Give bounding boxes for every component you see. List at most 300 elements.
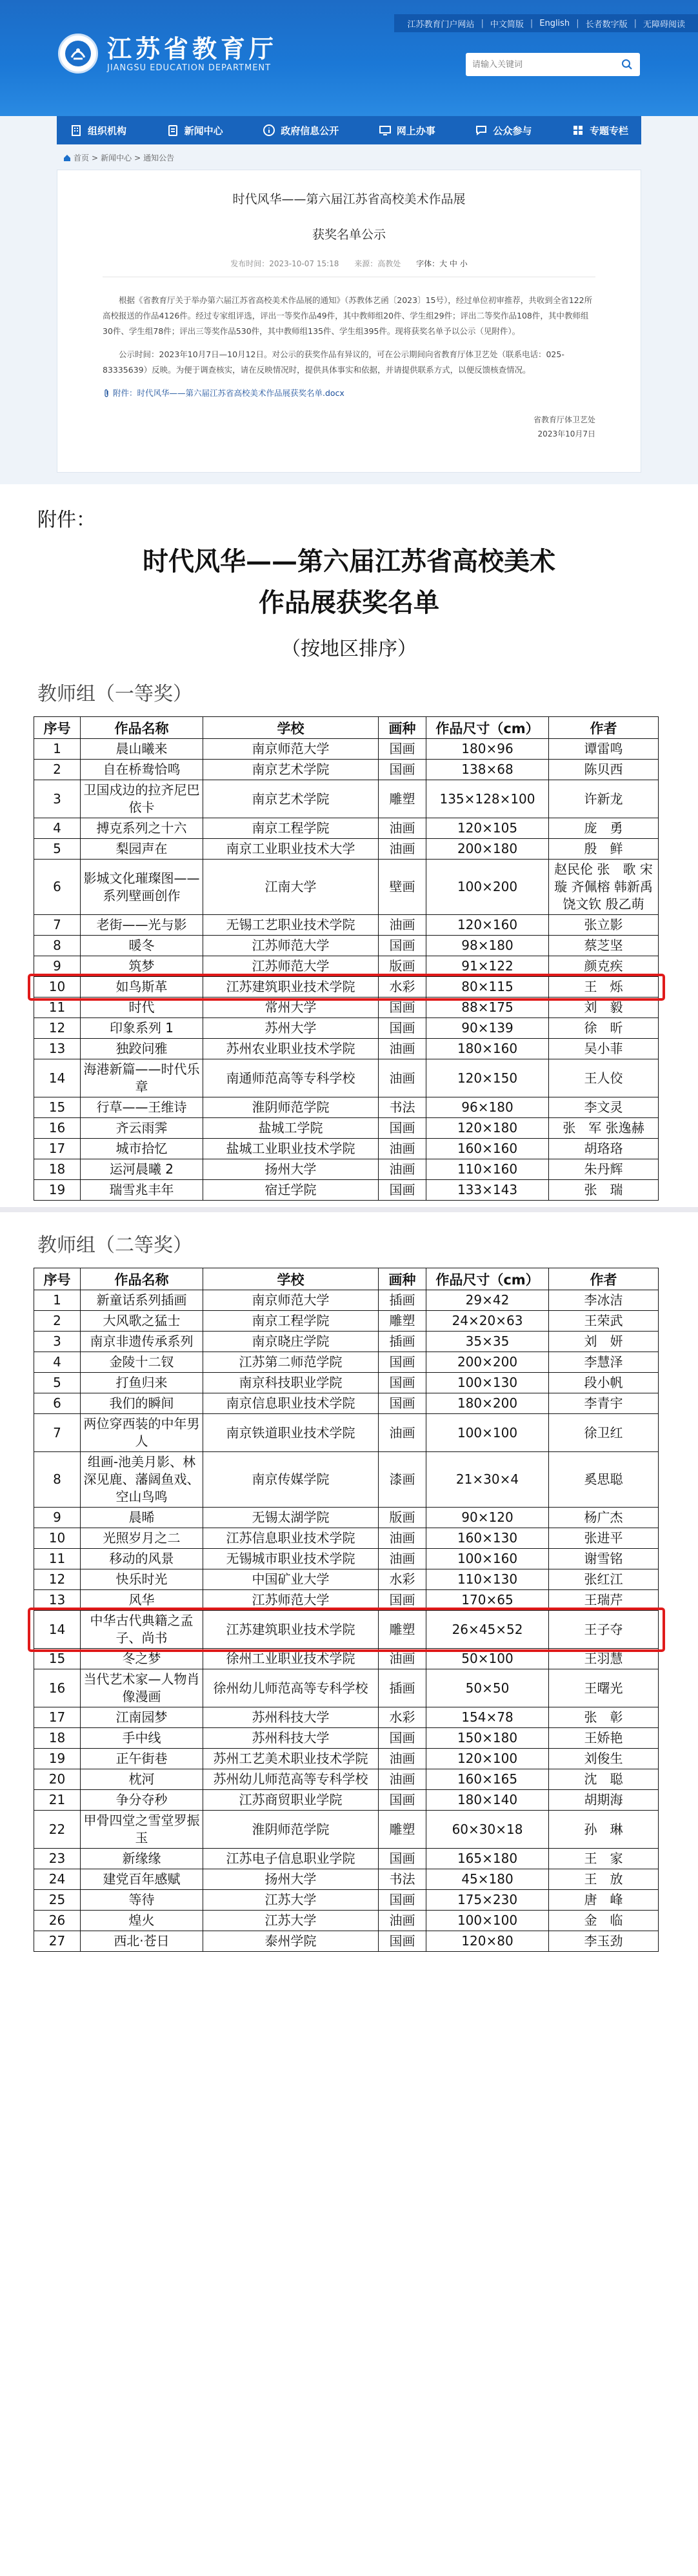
table-cell: 100×100 [426,1911,549,1931]
table-cell: 24 [34,1869,81,1890]
table-cell: 油画 [379,1139,426,1159]
table-cell: 蔡芝坚 [549,936,659,956]
table-cell: 27 [34,1931,81,1952]
table-row [34,1707,659,1728]
table-cell: 运河晨曦 2 [81,1159,203,1180]
table-cell: 2 [34,760,81,780]
table-cell: 35×35 [426,1332,549,1352]
table-cell: 45×180 [426,1869,549,1890]
table-row [34,1097,659,1118]
table-cell: 22 [34,1811,81,1849]
article-subtitle: 获奖名单公示 [312,228,386,242]
table-row [34,1414,659,1452]
table-row [34,915,659,936]
table-cell: 王 放 [549,1869,659,1890]
table-cell: 油画 [379,1059,426,1097]
table-cell: 行草——王维诗 [81,1097,203,1118]
table-cell: 组画-池美月影、林深见鹿、藩阔鱼戏、空山鸟鸣 [81,1452,203,1508]
table-cell: 国画 [379,936,426,956]
table-cell: 160×160 [426,1139,549,1159]
column-header: 作品名称 [81,1268,203,1290]
table-row [34,956,659,977]
table-cell: 18 [34,1728,81,1749]
table-row [34,1290,659,1311]
table-cell: 甲骨四堂之雪堂罗振玉 [81,1811,203,1849]
table-row [34,998,659,1018]
table-cell: 梨园声在 [81,839,203,860]
table-cell: 油画 [379,818,426,839]
breadcrumb: 首页 > 新闻中心 > 通知公告 [63,152,698,163]
table-cell: 国画 [379,1373,426,1393]
table-cell: 7 [34,1414,81,1452]
table-cell: 扬州大学 [203,1159,379,1180]
table-row [34,1311,659,1332]
table-cell: 15 [34,1097,81,1118]
attachment-name: 附件：时代风华——第六届江苏省高校美术作品展获奖名单.docx [113,388,344,398]
emblem-icon [58,34,98,74]
table-cell: 南京铁道职业技术学院 [203,1414,379,1452]
nav-item-online-services[interactable] [379,124,435,137]
table-cell: 29×42 [426,1290,549,1311]
table-cell: 金 临 [549,1911,659,1931]
table-cell: 中国矿业大学 [203,1569,379,1590]
table-cell: 无锡太湖学院 [203,1508,379,1528]
table-cell: 180×140 [426,1790,549,1811]
table-cell: 新缘缘 [81,1849,203,1869]
site-header [0,0,698,137]
table-cell: 120×80 [426,1931,549,1952]
table-row [34,1118,659,1139]
table-cell: 26 [34,1911,81,1931]
table-cell: 25 [34,1890,81,1911]
table-row [34,1811,659,1849]
column-header: 作品尺寸（cm） [426,1268,549,1290]
column-header: 画种 [379,717,426,739]
table-header-row [34,1268,659,1290]
table-cell: 19 [34,1749,81,1769]
table-cell: 50×100 [426,1649,549,1669]
column-header: 作品名称 [81,717,203,739]
table-cell: 王曙光 [549,1669,659,1707]
table-row [34,1890,659,1911]
table-cell: 苏州科技大学 [203,1728,379,1749]
table-cell: 26×45×52 [426,1611,549,1649]
column-header: 作者 [549,1268,659,1290]
breadcrumb-home[interactable]: 首页 [74,153,90,162]
table-cell: 筑梦 [81,956,203,977]
site-title: 江苏省教育厅 [107,34,278,63]
table-row [34,1569,659,1590]
table-cell: 卫国戍边的拉齐尼巴依卡 [81,780,203,818]
table-row [34,1039,659,1059]
table-cell: 枕河 [81,1769,203,1790]
table-cell: 煌火 [81,1911,203,1931]
table-cell: 油画 [379,1769,426,1790]
table-row [34,1649,659,1669]
table-row [34,1159,659,1180]
table-cell: 张 瑞 [549,1180,659,1201]
table-cell: 180×96 [426,739,549,760]
table-cell: 16 [34,1669,81,1707]
table-cell: 许新龙 [549,780,659,818]
table-cell: 南京工程学院 [203,818,379,839]
table-cell: 李文灵 [549,1097,659,1118]
table-cell: 165×180 [426,1849,549,1869]
table-cell: 王娇艳 [549,1728,659,1749]
table-cell: 油画 [379,1414,426,1452]
table-cell: 1 [34,1290,81,1311]
table-cell: 李玉劲 [549,1931,659,1952]
table-cell: 国画 [379,998,426,1018]
top-link-accessible[interactable]: 无障碍阅读 [643,19,685,30]
table-row [34,1180,659,1201]
top-link-portal[interactable]: 江苏教育门户网站 [407,19,475,30]
nav-item-participation[interactable] [475,124,532,137]
table-cell: 国画 [379,1352,426,1373]
table-cell: 李慧泽 [549,1352,659,1373]
table-cell: 自在桥鸯恰鸣 [81,760,203,780]
sign-org: 省教育厅体卫艺处 [533,415,595,424]
sort-note: （按地区排序） [281,638,417,660]
table-row [34,739,659,760]
table-row [34,1611,659,1649]
table-cell: 国画 [379,1849,426,1869]
table-cell: 110×160 [426,1159,549,1180]
table-cell: 13 [34,1590,81,1611]
table-cell: 江苏电子信息职业学院 [203,1849,379,1869]
table-cell: 常州大学 [203,998,379,1018]
table-cell: 120×160 [426,915,549,936]
table-cell: 国画 [379,1180,426,1201]
table-cell: 两位穿西装的中年男人 [81,1414,203,1452]
table-cell: 国画 [379,1890,426,1911]
table-row [34,1373,659,1393]
table-cell: 11 [34,1549,81,1569]
table-cell: 胡珞珞 [549,1139,659,1159]
table-cell: 120×105 [426,818,549,839]
table-row [34,1508,659,1528]
table-cell: 6 [34,860,81,915]
table-cell: 98×180 [426,936,549,956]
table-cell: 江苏信息职业技术学院 [203,1528,379,1549]
table-cell: 徐州工业职业技术学院 [203,1649,379,1669]
table-cell: 9 [34,956,81,977]
table-cell: 移动的风景 [81,1549,203,1569]
group-heading-first-prize: 教师组（一等奖） [37,683,192,705]
table-cell: 24×20×63 [426,1311,549,1332]
column-header: 学校 [203,1268,379,1290]
table-cell: 江苏师范大学 [203,956,379,977]
table-cell: 老街——光与影 [81,915,203,936]
table-cell: 王 家 [549,1849,659,1869]
table-cell: 1 [34,739,81,760]
attachment-link[interactable] [103,386,595,401]
table-cell: 油画 [379,1911,426,1931]
table-cell: 颜克疾 [549,956,659,977]
table-cell: 张进平 [549,1528,659,1549]
table-cell: 91×122 [426,956,549,977]
table-cell: 搏克系列之十六 [81,818,203,839]
table-cell: 手中线 [81,1728,203,1749]
column-header: 作品尺寸（cm） [426,717,549,739]
table-cell: 漆画 [379,1452,426,1508]
table-cell: 沈 聪 [549,1769,659,1790]
table-row [34,860,659,915]
table-cell: 壁画 [379,860,426,915]
table-cell: 90×139 [426,1018,549,1039]
table-cell: 风华 [81,1590,203,1611]
table-cell: 南京传媒学院 [203,1452,379,1508]
table-cell: 国画 [379,1118,426,1139]
table-cell: 雕塑 [379,780,426,818]
table-cell: 海港新篇——时代乐章 [81,1059,203,1097]
table-cell: 150×180 [426,1728,549,1749]
table-cell: 南京信息职业技术学院 [203,1393,379,1414]
article-zone [0,116,698,484]
table-cell: 无锡工艺职业技术学院 [203,915,379,936]
table-cell: 3 [34,780,81,818]
search-input[interactable] [466,60,614,70]
table-cell: 插画 [379,1669,426,1707]
table-cell: 国画 [379,1728,426,1749]
table-cell: 17 [34,1139,81,1159]
table-cell: 李青宇 [549,1393,659,1414]
publish-date: 发布时间：2023-10-07 15:18 [230,259,339,268]
article-meta [103,258,595,277]
table-cell: 16 [34,1118,81,1139]
table-cell: 雕塑 [379,1611,426,1649]
table-cell: 100×130 [426,1373,549,1393]
table-cell: 殷 鲜 [549,839,659,860]
column-header: 序号 [34,1268,81,1290]
table-cell: 江苏大学 [203,1890,379,1911]
table-cell: 南京艺术学院 [203,760,379,780]
table-cell: 11 [34,998,81,1018]
table-cell: 110×130 [426,1569,549,1590]
search-box [466,53,640,76]
breadcrumb-news[interactable]: 新闻中心 [101,153,132,162]
table-cell: 奚思聪 [549,1452,659,1508]
table-row [34,1139,659,1159]
table-cell: 江苏商贸职业学院 [203,1790,379,1811]
article-card [57,170,641,473]
nav-item-topics[interactable] [572,124,628,137]
table-cell: 9 [34,1508,81,1528]
column-header: 画种 [379,1268,426,1290]
table-cell: 10 [34,1528,81,1549]
table-cell: 光照岁月之二 [81,1528,203,1549]
award-document [0,504,698,1978]
table-cell: 88×175 [426,998,549,1018]
table-cell: 江苏师范大学 [203,1590,379,1611]
table-cell: 160×165 [426,1769,549,1790]
table-cell: 200×200 [426,1352,549,1373]
table-cell: 6 [34,1393,81,1414]
table-cell: 国画 [379,1931,426,1952]
table-cell: 100×100 [426,1414,549,1452]
table-cell: 谢雪铭 [549,1549,659,1569]
table-cell: 刘 毅 [549,998,659,1018]
table-cell: 120×180 [426,1118,549,1139]
table-row [34,977,659,998]
column-header: 学校 [203,717,379,739]
info-icon [263,124,275,137]
table-cell: 齐云雨霁 [81,1118,203,1139]
home-icon [63,154,71,162]
nav-label: 公众参与 [493,124,532,137]
table-cell: 油画 [379,1039,426,1059]
nav-item-organization[interactable] [70,124,126,137]
table-cell: 南京非遗传承系列 [81,1332,203,1352]
site-logo[interactable] [58,34,277,74]
table-cell: 书法 [379,1869,426,1890]
table-cell: 油画 [379,1159,426,1180]
table-cell: 打鱼归来 [81,1373,203,1393]
table-cell: 中华古代典籍之孟子、尚书 [81,1611,203,1649]
table-cell: 苏州科技大学 [203,1707,379,1728]
table-cell: 100×200 [426,860,549,915]
nav-item-news[interactable] [166,124,223,137]
table-cell: 西北·苍日 [81,1931,203,1952]
table-row [34,1590,659,1611]
table-cell: 影城文化璀璨图——系列壁画创作 [81,860,203,915]
table-cell: 170×65 [426,1590,549,1611]
table-cell: 张立影 [549,915,659,936]
table-row [34,780,659,818]
page-divider [0,1207,698,1212]
table-row [34,1059,659,1097]
building-icon [70,124,83,137]
breadcrumb-notice[interactable]: 通知公告 [143,153,175,162]
table-cell: 7 [34,915,81,936]
table-cell: 李冰洁 [549,1290,659,1311]
top-links-bar: 江苏教育门户网站 | 中文简版 | English | 长者数字版 | 无障碍阅读 [394,14,698,32]
table-cell: 时代 [81,998,203,1018]
table-cell: 晨晞 [81,1508,203,1528]
table-cell: 100×160 [426,1549,549,1569]
table-cell: 淮阴师范学院 [203,1811,379,1849]
table-cell: 南京工程学院 [203,1311,379,1332]
table-cell: 23 [34,1849,81,1869]
search-button[interactable] [614,53,640,76]
table-cell: 陈贝西 [549,760,659,780]
table-cell: 水彩 [379,977,426,998]
table-cell: 独跤问雅 [81,1039,203,1059]
table-cell: 120×100 [426,1749,549,1769]
table-cell: 孙 琳 [549,1811,659,1849]
table-cell: 14 [34,1611,81,1649]
table-cell: 4 [34,818,81,839]
top-link-simplified[interactable]: 中文简版 [490,19,524,30]
table-cell: 15 [34,1649,81,1669]
table-row [34,1452,659,1508]
table-cell: 吴小菲 [549,1039,659,1059]
table-cell: 国画 [379,1590,426,1611]
table-header-row [34,717,659,739]
table-cell: 朱丹辉 [549,1159,659,1180]
table-cell: 雕塑 [379,1811,426,1849]
table-cell: 我们的瞬间 [81,1393,203,1414]
table-cell: 扬州大学 [203,1869,379,1890]
table-cell: 徐 昕 [549,1018,659,1039]
table-cell: 等待 [81,1890,203,1911]
table-cell: 200×180 [426,839,549,860]
table-cell: 135×128×100 [426,780,549,818]
sign-date: 2023年10月7日 [537,429,595,438]
table-cell: 张红江 [549,1569,659,1590]
table-cell: 晨山曦来 [81,739,203,760]
document-title-line: 时代风华——第六届江苏省高校美术 [143,546,555,576]
top-link-elderly[interactable]: 长者数字版 [585,19,628,30]
table-cell: 瑞雪兆丰年 [81,1180,203,1201]
nav-item-public-info[interactable] [263,124,339,137]
table-cell: 江苏建筑职业技术学院 [203,1611,379,1649]
table-cell: 133×143 [426,1180,549,1201]
table-cell: 盐城工业职业技术学院 [203,1139,379,1159]
table-cell: 城市拾忆 [81,1139,203,1159]
table-cell: 南京晓庄学院 [203,1332,379,1352]
nav-label: 组织机构 [88,124,127,137]
table-cell: 175×230 [426,1890,549,1911]
table-cell: 苏州幼儿师范高等专科学校 [203,1769,379,1790]
table-cell: 当代艺术家—人物肖像漫画 [81,1669,203,1707]
table-cell: 138×68 [426,760,549,780]
article-signature [103,413,595,441]
table-cell: 18 [34,1159,81,1180]
table-cell: 刘 妍 [549,1332,659,1352]
table-cell: 段小帆 [549,1373,659,1393]
table-row [34,1393,659,1414]
main-nav [57,116,641,144]
table-cell: 80×115 [426,977,549,998]
table-cell: 12 [34,1018,81,1039]
table-cell: 王 烁 [549,977,659,998]
top-link-english[interactable]: English [539,18,570,28]
table-cell: 张 彰 [549,1707,659,1728]
table-cell: 争分夺秒 [81,1790,203,1811]
table-cell: 20 [34,1769,81,1790]
table-cell: 江苏第二师范学院 [203,1352,379,1373]
table-cell: 10 [34,977,81,998]
table-row [34,1728,659,1749]
article-paragraph: 根据《省教育厅关于举办第六届江苏省高校美术作品展的通知》（苏教体艺函〔2023〕15号），经过单位初审推荐，共收到全省122所高校报送的作品4126件。经过专家组评选，评出一等奖作品49件，其中教师组20件、学生组29件；评出二等奖作品108件，其中教师组30件、学生组78件；评出三等奖作品530件，其中教师组135件、学生组395件。现将获奖名单予以公示（见附件）。 [103,295,593,336]
table-cell: 唐 峰 [549,1890,659,1911]
table-cell: 160×130 [426,1528,549,1549]
table-row [34,1931,659,1952]
grid-icon [572,124,584,137]
table-cell: 8 [34,936,81,956]
column-header: 作者 [549,717,659,739]
table-row [34,818,659,839]
table-cell: 21 [34,1790,81,1811]
nav-label: 新闻中心 [184,124,223,137]
table-cell: 书法 [379,1097,426,1118]
table-row [34,1749,659,1769]
nav-label: 专题专栏 [589,124,628,137]
table-cell: 国画 [379,1018,426,1039]
table-cell: 江南园梦 [81,1707,203,1728]
font-size-switch[interactable]: 字体：大 中 小 [416,259,468,268]
table-cell: 版画 [379,956,426,977]
table-cell: 大风歌之猛士 [81,1311,203,1332]
award-table-first-prize [34,716,666,1201]
table-cell: 张 军 张逸赫 [549,1118,659,1139]
table-cell: 国画 [379,1393,426,1414]
table-cell: 泰州学院 [203,1931,379,1952]
table-row [34,760,659,780]
paperclip-icon [103,389,110,398]
table-cell: 水彩 [379,1569,426,1590]
